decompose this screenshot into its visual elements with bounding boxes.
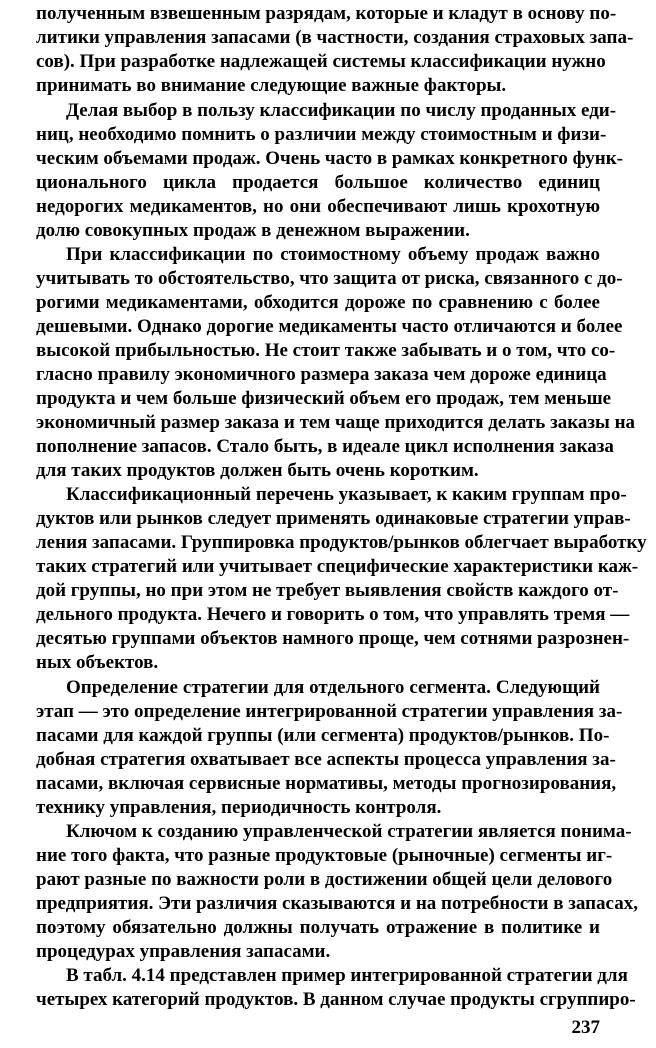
text-line: продукта и чем больше физический объем его продаж, тем меньше [36, 388, 612, 409]
text-line: Классификационный перечень указывает, к каким группам про- [66, 484, 627, 505]
text-line: экономичный размер заказа и тем чаще приходится делать заказы на [36, 412, 636, 433]
text-line: пополнение запасов. Стало быть, в идеале цикл исполнения заказа [36, 436, 614, 457]
text-line: рают разные по важности роли в достижении общей цели делового [36, 869, 613, 890]
text-line: сов). При разработке надлежащей системы классификации нужно [36, 51, 606, 72]
text-line: Ключом к созданию управленческой стратегии является понима- [66, 821, 632, 842]
text-line: технику управления, периодичность контроля. [36, 797, 442, 818]
text-line: ниц, необходимо помнить о различии между стоимостным и физи- [36, 124, 607, 145]
text-line: десятью группами объектов намного проще, чем сотнями разрознен- [36, 628, 630, 649]
text-line: высокой прибыльностью. Не стоит также забывать и о том, что со- [36, 340, 616, 361]
text-line: дельного продукта. Нечего и говорить о том, что управлять тремя — [36, 604, 630, 625]
text-line: ческим объемами продаж. Очень часто в рамках конкретного функ- [36, 148, 623, 169]
text-line: полученным взвешенным разрядам, которые и кладут в основу по- [36, 3, 617, 24]
text-line: ления запасами. Группировка продуктов/рынков облегчает выработку [36, 532, 647, 553]
text-line: ных объектов. [36, 652, 159, 673]
text-line: этап — это определение интегрированной стратегии управления за- [36, 701, 623, 722]
text-line: добная стратегия охватывает все аспекты процесса управления за- [36, 749, 616, 770]
text-line: ционального цикла продается большое количество единиц [36, 172, 600, 193]
text-line: пасами, включая сервисные нормативы, методы прогнозирования, [36, 773, 617, 794]
text-line: ние того факта, что разные продуктовые (рыночные) сегменты иг- [36, 845, 613, 866]
text-line: рогими медикаментами, обходится дороже по сравнению с более [36, 292, 600, 313]
text-line: гласно правилу экономичного размера заказа чем дороже единица [36, 364, 607, 385]
text-line: Определение стратегии для отдельного сегмента. Следующий [66, 677, 600, 698]
text-line: Делая выбор в пользу классификации по числу проданных еди- [66, 100, 617, 121]
text-line: дой группы, но при этом не требует выявления свойств каждого от- [36, 580, 619, 601]
text-line: литики управления запасами (в частности, создания страховых запа- [36, 27, 634, 48]
page-number: 237 [571, 1017, 600, 1038]
text-line: предприятия. Эти различия сказываются и на потребности в запасах, [36, 893, 638, 914]
text-line: недорогих медикаментов, но они обеспечивают лишь крохотную [36, 196, 600, 217]
text-line: долю совокупных продаж в денежном выражении. [36, 220, 470, 241]
text-line: В табл. 4.14 представлен пример интегрированной стратегии для [66, 965, 628, 986]
text-line: При классификации по стоимостному объему продаж важно [66, 244, 600, 265]
text-line: пасами для каждой группы (или сегмента) продуктов/рынков. По- [36, 725, 610, 746]
text-line: таких стратегий или учитывает специфические характеристики каж- [36, 556, 639, 577]
text-line: процедурах управления запасами. [36, 941, 331, 962]
text-line: поэтому обязательно должны получать отражение в политике и [36, 917, 600, 938]
text-line: учитывать то обстоятельство, что защита от риска, связанного с до- [36, 268, 623, 289]
text-line: принимать во внимание следующие важные факторы. [36, 75, 507, 96]
text-line: дуктов или рынков следует применять одинаковые стратегии управ- [36, 508, 631, 529]
text-line: для таких продуктов должен быть очень коротким. [36, 460, 479, 481]
text-line: четырех категорий продуктов. В данном случае продукты сгруппиро- [36, 989, 636, 1010]
text-line: дешевыми. Однако дорогие медикаменты часто отличаются и более [36, 316, 623, 337]
